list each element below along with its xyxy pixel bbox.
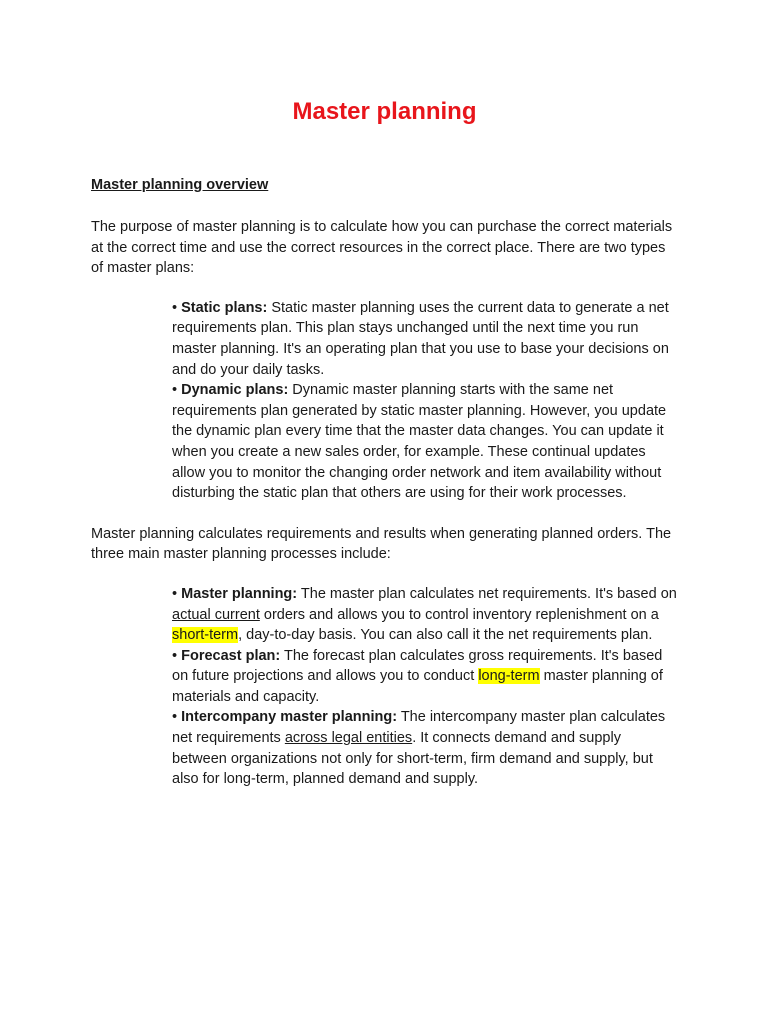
list-item-text: orders and allows you to control inventory replenishment on a (259, 606, 659, 623)
processes-paragraph: Master planning calculates requirements and results when generating planned orders. The three main master planning processes include: (91, 525, 672, 563)
list-item-intercompany (172, 707, 678, 789)
bullet-glyph: • (172, 382, 182, 399)
bullet-glyph: • (172, 299, 182, 316)
list-item-dynamic-plans (172, 380, 678, 504)
list-item-label: Master planning: (181, 585, 298, 602)
list-item-text: The forecast plan calculates gross requirements. It's based on future projections and allows you to conduct (172, 647, 663, 685)
bullet-glyph: • (172, 709, 182, 726)
list-item-text: master planning of materials and capacity. (172, 668, 663, 705)
list-item-text: . It connects demand and supply between organizations not only for short-term, firm demand and supply, but also for long-term, planned demand and supply. (172, 730, 653, 788)
highlighted-text: short-term (172, 627, 239, 644)
section-heading: Master planning overview (91, 177, 269, 193)
bullet-glyph: • (172, 647, 182, 664)
processes-list (91, 584, 678, 790)
plan-types-list (91, 298, 678, 504)
list-item-text: Static master planning uses the current data to generate a net requirements plan. This plan stays unchanged until the next time you run master planning. It's an operating plan that you use to base your decisions on and do your daily tasks. (172, 299, 669, 378)
bullet-glyph: • (172, 585, 182, 602)
page-title: Master planning (292, 98, 477, 125)
list-item-text: , day-to-day basis. You can also call it the net requirements plan. (238, 627, 653, 644)
underlined-text: actual current (172, 606, 260, 623)
highlighted-text: long-term (478, 668, 540, 685)
list-item-text: The intercompany master plan calculates net requirements (172, 709, 666, 747)
list-item-text: Dynamic master planning starts with the same net requirements plan generated by static master planning. However, you update the dynamic plan every time that the master data changes. You can update it when you create a new sales order, for example. These continual updates allow you to monitor the changing order network and item availability without disturbing the static plan that others are using for their work processes. (172, 382, 667, 502)
list-item-master-planning (172, 584, 678, 646)
list-item-forecast-plan (172, 646, 678, 708)
list-item-static-plans (172, 298, 678, 380)
list-item-label: Intercompany master planning: (181, 709, 398, 726)
list-item-label: Forecast plan: (181, 647, 281, 664)
list-item-text: The master plan calculates net requirements. It's based on (297, 585, 677, 602)
intro-paragraph: The purpose of master planning is to calculate how you can purchase the correct materials at the correct time and use the correct resources in the correct place. There are two types of master plans: (91, 219, 673, 277)
underlined-text: across legal entities (284, 730, 413, 747)
list-item-label: Static plans: (181, 299, 268, 316)
list-item-label: Dynamic plans: (181, 382, 289, 399)
